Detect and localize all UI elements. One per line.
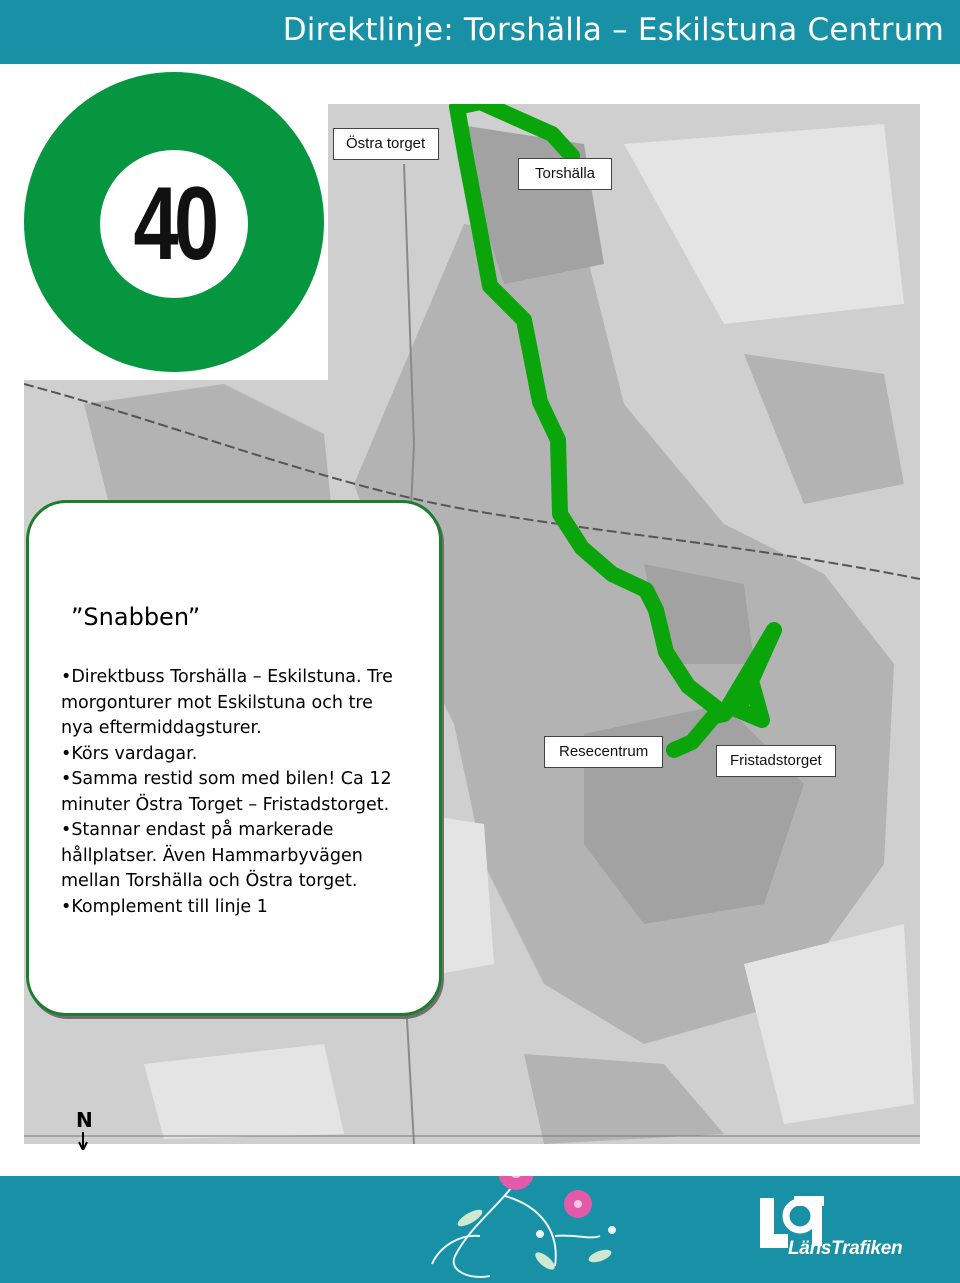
footer-bar: [0, 1176, 960, 1283]
page-title: Direktlinje: Torshälla – Eskilstuna Centrum: [282, 12, 944, 48]
info-line: minuter Östra Torget – Fristadstorget.: [61, 794, 390, 815]
leaf-icon: [455, 1207, 613, 1273]
info-panel: [26, 500, 442, 1016]
info-line: •Direktbuss Torshälla – Eskilstuna. Tre: [61, 667, 393, 687]
footer-decoration: [0, 1176, 960, 1283]
info-line: •Komplement till linje 1: [61, 896, 268, 917]
info-line: morgonturer mot Eskilstuna och tre: [61, 692, 373, 713]
info-line: •Körs vardagar.: [61, 743, 198, 764]
stop-label-ostra-torget: Östra torget: [333, 128, 439, 160]
stop-label-fristadstorget: Fristadstorget: [716, 745, 836, 777]
flower-vine-icon: [432, 1176, 615, 1277]
info-line: nya eftermiddagsturer.: [61, 718, 262, 738]
north-arrow-icon: [76, 1108, 93, 1132]
compass-arrow-icon: [76, 1132, 90, 1150]
info-line: hållplatser. Även Hammarbyvägen: [61, 845, 363, 866]
info-list: [61, 665, 433, 920]
route-badge-inner: [100, 150, 248, 298]
info-line: mellan Torshälla och Östra torget.: [61, 871, 358, 891]
route-number: 40: [133, 166, 215, 282]
brand-name: LänsTrafiken: [788, 1238, 903, 1259]
info-line: •Stannar endast på markerade: [61, 820, 334, 840]
info-title: ”Snabben”: [71, 603, 201, 631]
stop-label-torshalla: Torshälla: [518, 158, 612, 190]
compass-label: N: [76, 1108, 93, 1132]
stop-label-resecentrum: Resecentrum: [544, 736, 663, 768]
header-bar: [0, 0, 960, 64]
route-badge: [24, 72, 324, 372]
hibiscus-flower-icon: [498, 1176, 592, 1218]
info-line: •Samma restid som med bilen! Ca 12: [61, 769, 392, 789]
